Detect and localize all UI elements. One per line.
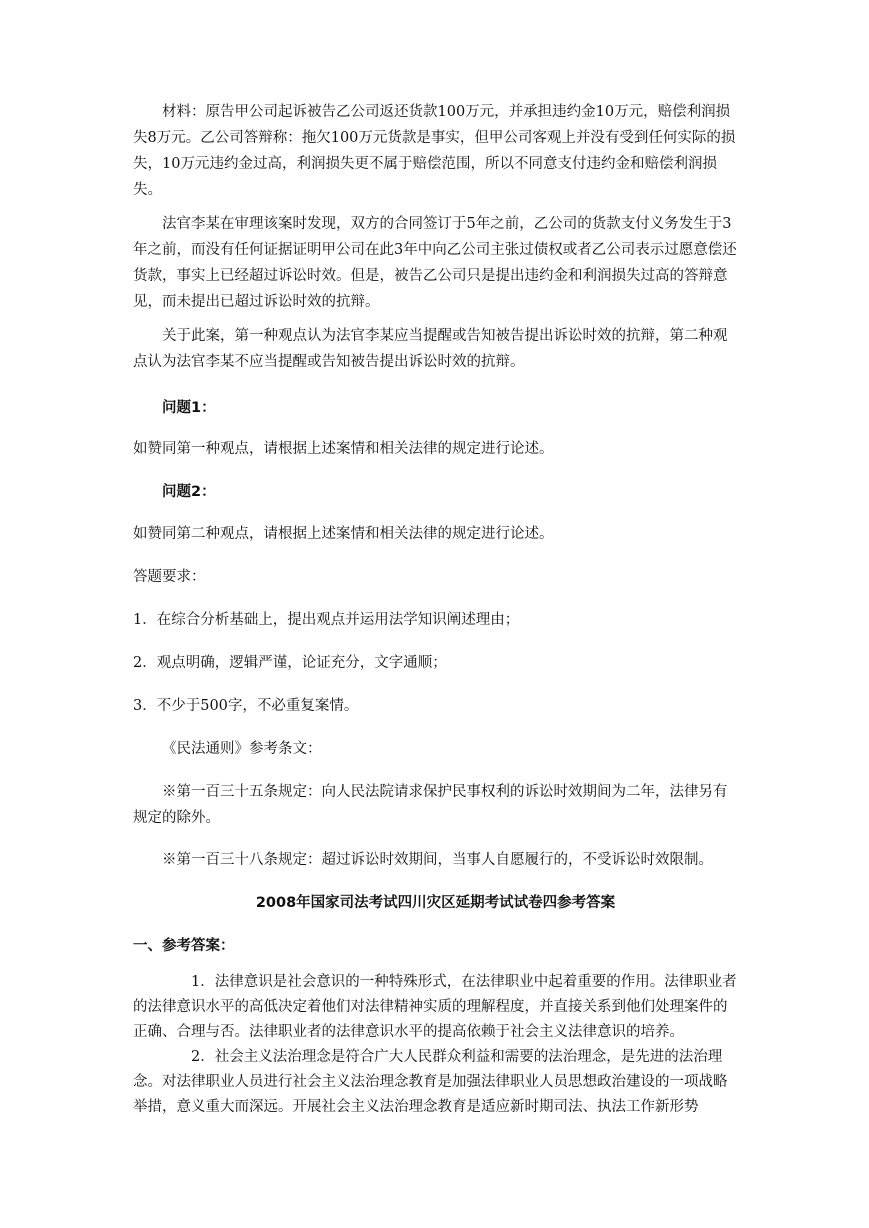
reference-article-138: ※第一百三十八条规定：超过诉讼时效期间，当事人自愿履行的，不受诉讼时效限制。	[162, 852, 713, 868]
material-paragraph-3: 关于此案，第一种观点认为法官李某应当提醒或告知被告提出诉讼时效的抗辩，第二种观点认为法官李某不应当提醒或告知被告提出诉讼时效的抗辩。	[133, 328, 728, 370]
question-2-label: 问题2：	[162, 484, 216, 500]
requirement-item-3: 3．不少于500字，不必重复案情。	[133, 698, 359, 714]
requirements-label: 答题要求：	[133, 569, 206, 585]
answer-paragraph-1: 1．法律意识是社会意识的一种特殊形式，在法律职业中起着重要的作用。法律职业者的法律意识水平的高低决定着他们对法律精神实质的理解程度，并直接关系到他们处理案件的正确、合理与否。法律职业者的法律意识水平的提高依赖于社会主义法律意识的培养。	[133, 974, 737, 1040]
material-paragraph-1: 材料：原告甲公司起诉被告乙公司返还货款100万元，并承担违约金10万元，赔偿利润损失8万元。乙公司答辩称：拖欠100万元货款是事实，但甲公司客观上并没有受到任何实际的损失，10万元违约金过高，利润损失更不属于赔偿范围，所以不同意支付违约金和赔偿利润损失。	[133, 104, 736, 198]
requirement-item-2: 2．观点明确，逻辑严谨，论证充分，文字通顺；	[133, 655, 447, 671]
question-1-label: 问题1：	[162, 400, 216, 416]
reference-article-135: ※第一百三十五条规定：向人民法院请求保护民事权利的诉讼时效期间为二年，法律另有规定的除外。	[133, 784, 728, 826]
reference-label: 《民法通则》参考条文：	[162, 741, 322, 757]
answer-section-heading: 一、参考答案：	[133, 938, 235, 954]
material-paragraph-2: 法官李某在审理该案时发现，双方的合同签订于5年之前，乙公司的货款支付义务发生于3年之前，而没有任何证据证明甲公司在此3年中向乙公司主张过债权或者乙公司表示过愿意偿还货款，事实上已经超过诉讼时效。但是，被告乙公司只是提出违约金和利润损失过高的答辩意见，而未提出已超过诉讼时效的抗辩。	[133, 216, 737, 310]
requirement-item-1: 1．在综合分析基础上，提出观点并运用法学知识阐述理由；	[133, 612, 520, 628]
question-1-text: 如赞同第一种观点，请根据上述案情和相关法律的规定进行论述。	[133, 441, 554, 457]
answer-paragraph-2: 2．社会主义法治理念是符合广大人民群众利益和需要的法治理念，是先进的法治理念。对法律职业人员进行社会主义法治理念教育是加强法律职业人员思想政治建设的一项战略举措，意义重大而深远。开展社会主义法治理念教育是适应新时期司法、执法工作新形势	[133, 1049, 728, 1115]
question-2-text: 如赞同第二种观点，请根据上述案情和相关法律的规定进行论述。	[133, 526, 554, 542]
answer-title: 2008年国家司法考试四川灾区延期考试试卷四参考答案	[255, 895, 616, 911]
